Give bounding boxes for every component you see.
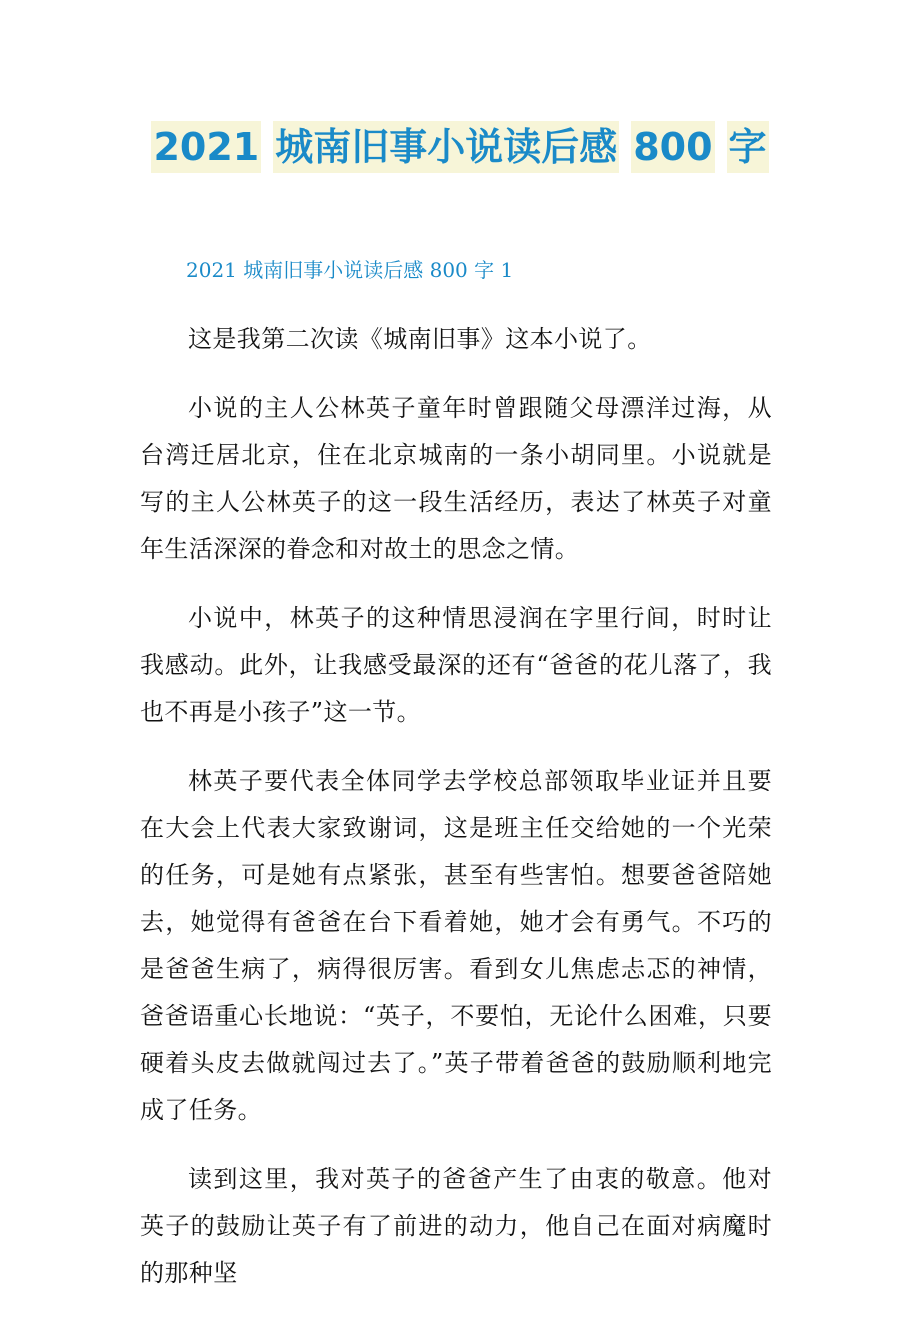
- paragraph-2: 小说的主人公林英子童年时曾跟随父母漂洋过海，从台湾迁居北京，住在北京城南的一条小胡同里。小说就是写的主人公林英子的这一段生活经历，表达了林英子对童年生活深深的眷念和对故土的思念之情。: [140, 394, 772, 563]
- section-heading: 2021 城南旧事小说读后感 800 字 1: [186, 258, 514, 282]
- title-year: 2021: [151, 121, 261, 173]
- paragraph-1: 这是我第二次读《城南旧事》这本小说了。: [188, 325, 652, 353]
- paragraph-3: 小说中，林英子的这种情思浸润在字里行间，时时让我感动。此外，让我感受最深的还有“爸爸的花儿落了，我也不再是小孩子”这一节。: [140, 604, 772, 726]
- paragraph-4: 林英子要代表全体同学去学校总部领取毕业证并且要在大会上代表大家致谢词，这是班主任交给她的一个光荣的任务，可是她有点紧张，甚至有些害怕。想要爸爸陪她去，她觉得有爸爸在台下看着她，她才会有勇气。不巧的是爸爸生病了，病得很厉害。看到女儿焦虑忐忑的神情，爸爸语重心长地说：“英子，不要怕，无论什么困难，只要硬着头皮去做就闯过去了。”英子带着爸爸的鼓励顺利地完成了任务。: [140, 767, 772, 1124]
- title-unit: 字: [727, 121, 769, 173]
- title-count: 800: [631, 121, 714, 173]
- paragraph-5: 读到这里，我对英子的爸爸产生了由衷的敬意。他对英子的鼓励让英子有了前进的动力，他自己在面对病魔时的那种坚: [140, 1165, 772, 1287]
- document-body: [140, 316, 772, 1319]
- document-title: [0, 121, 920, 173]
- title-main: 城南旧事小说读后感: [273, 121, 619, 173]
